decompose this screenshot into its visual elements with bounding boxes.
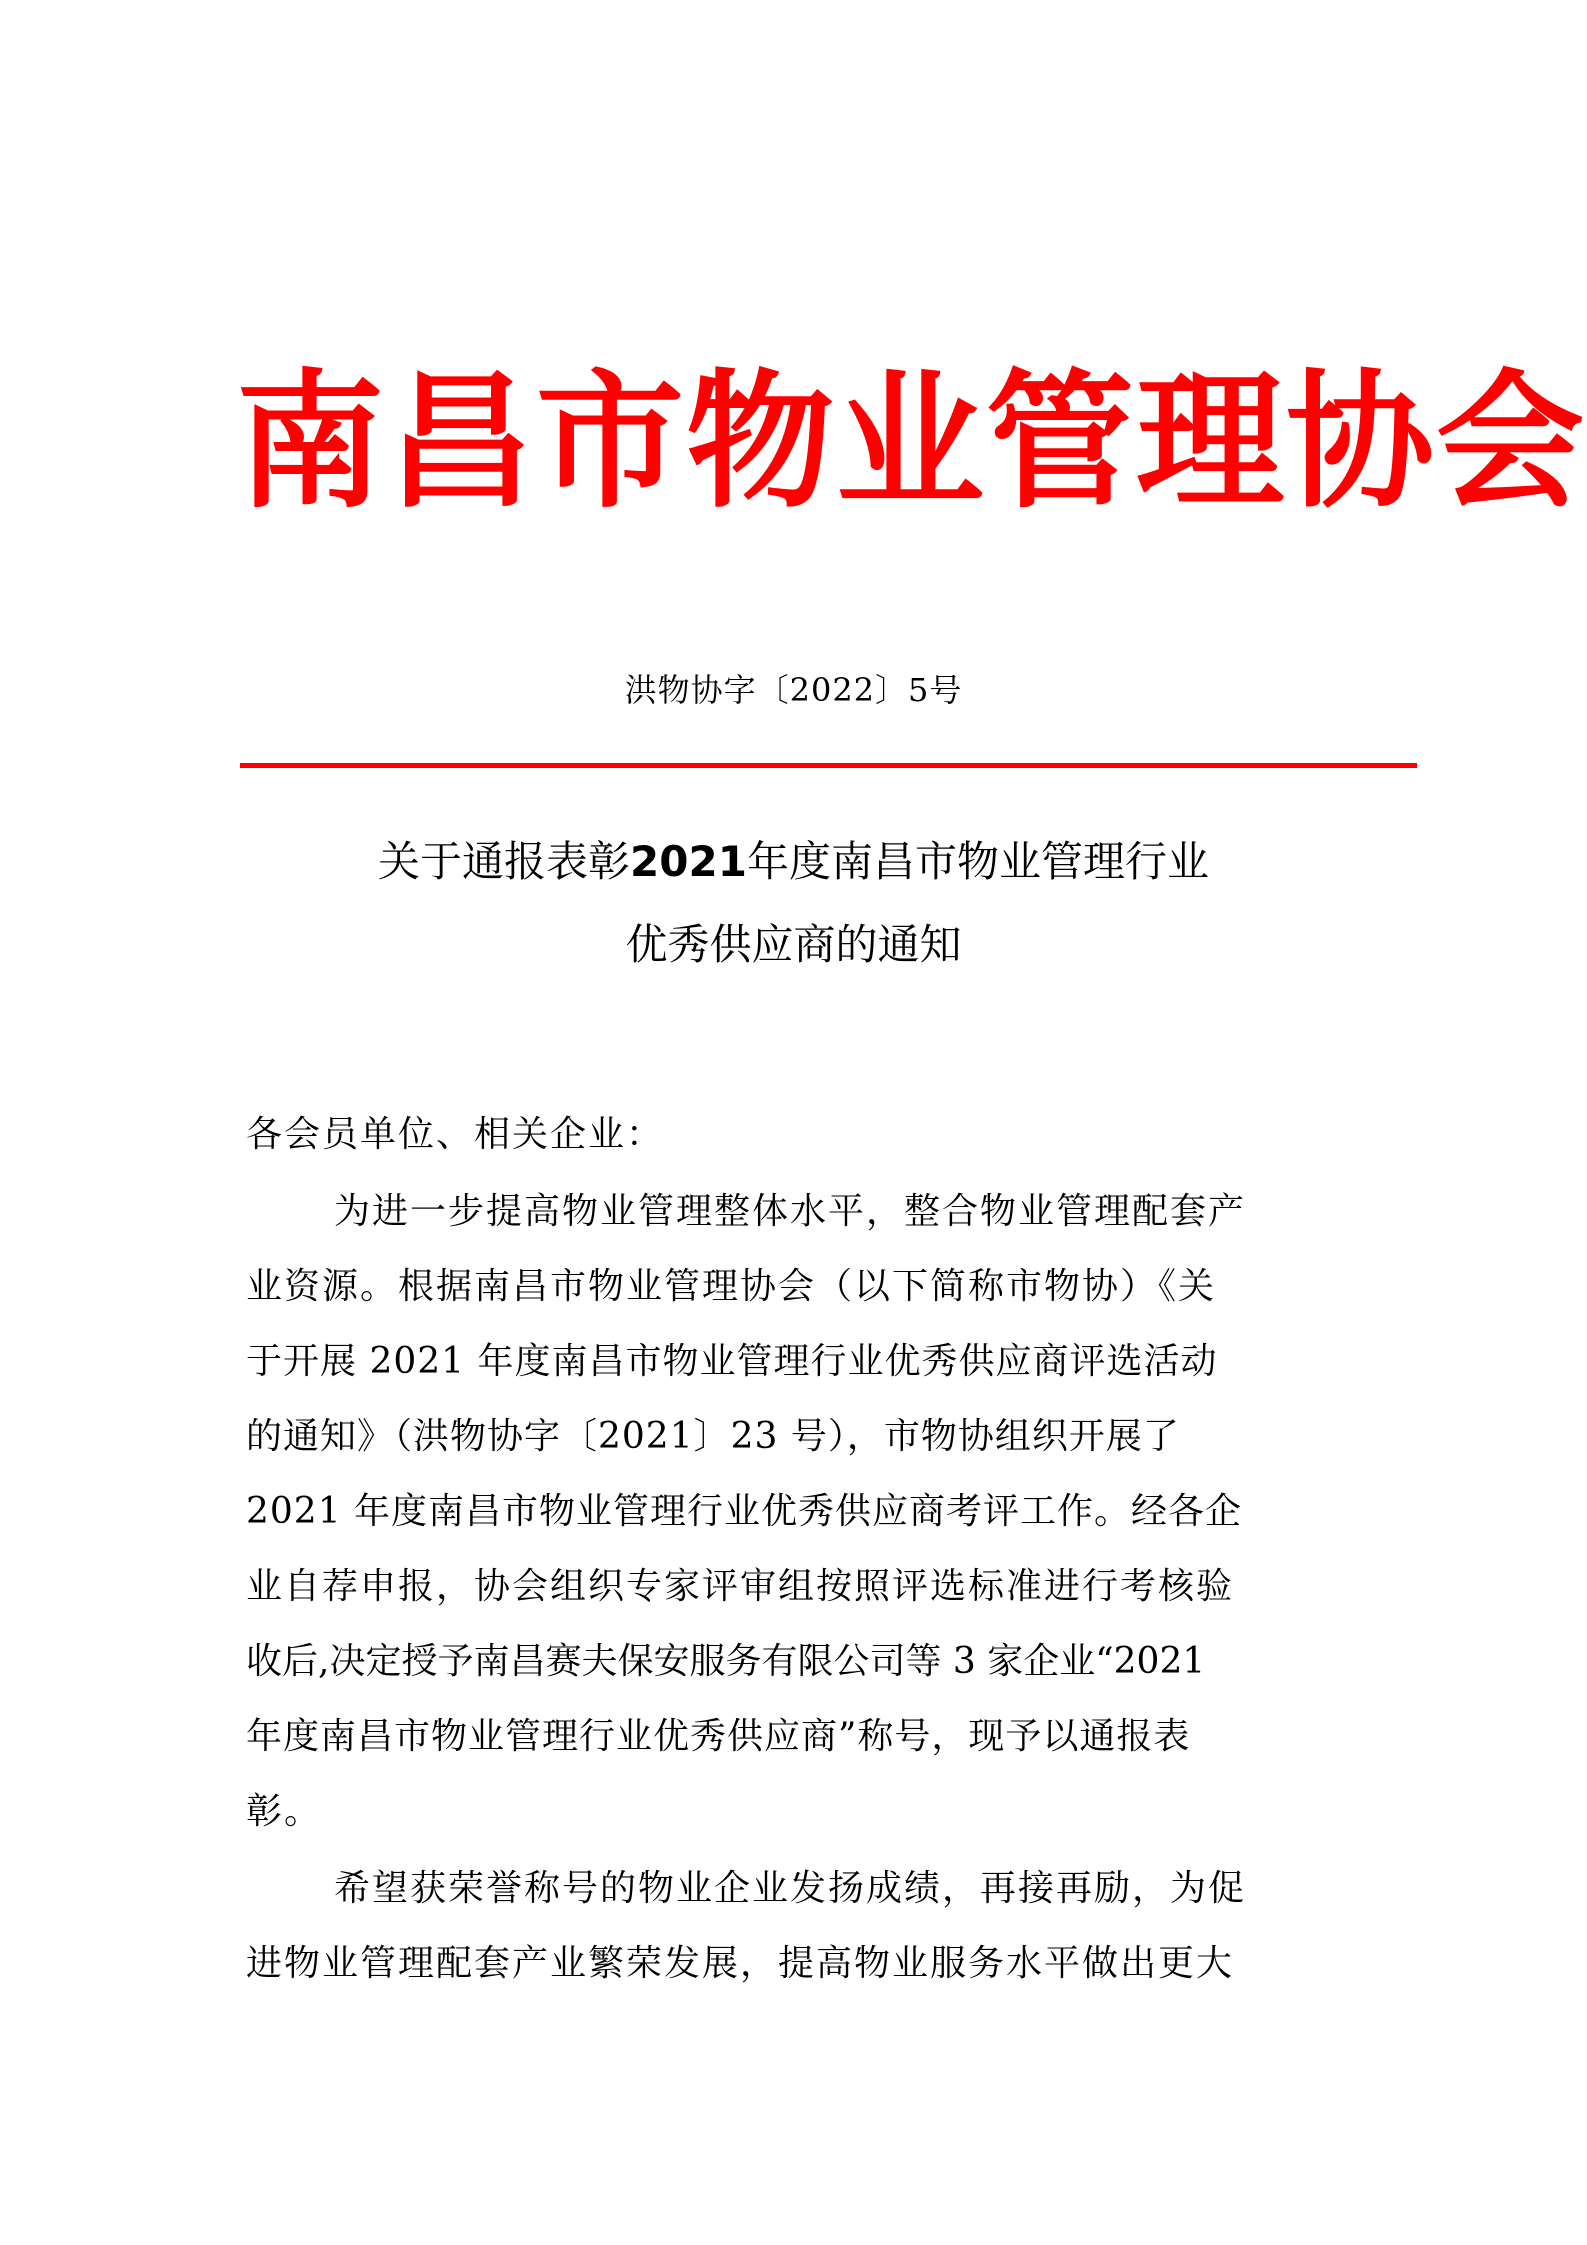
body-line-2: 业资源。根据南昌市物业管理协会（以下简称市物协）《关 (246, 1266, 1217, 1307)
body-line-4: 的通知》（洪物协字〔2021〕23 号），市物协组织开展了 (246, 1416, 1180, 1457)
organization-masthead: 南昌市物业管理协会 (236, 356, 1586, 528)
document-number: 洪物协字〔2022〕5号 (624, 671, 963, 709)
body-line-1: 为进一步提高物业管理整体水平，整合物业管理配套产 (334, 1191, 1247, 1232)
document-title-line-2: 优秀供应商的通知 (625, 920, 962, 969)
body-line-3: 于开展 2021 年度南昌市物业管理行业优秀供应商评选活动 (246, 1341, 1218, 1382)
body-line-11: 进物业管理配套产业繁荣发展，提高物业服务水平做出更大 (246, 1943, 1235, 1984)
title-year: 2021 (630, 837, 747, 886)
title-prefix: 关于通报表彰 (378, 837, 631, 886)
red-divider-rule (240, 763, 1417, 768)
body-line-7: 收后,决定授予南昌赛夫保安服务有限公司等 3 家企业“2021 (246, 1641, 1206, 1682)
body-line-9: 彰。 (246, 1791, 323, 1832)
body-line-5: 2021 年度南昌市物业管理行业优秀供应商考评工作。经各企 (246, 1491, 1243, 1532)
body-line-10: 希望获荣誉称号的物业企业发扬成绩，再接再励，为促 (334, 1868, 1247, 1909)
body-line-6: 业自荐申报，协会组织专家评审组按照评选标准进行考核验 (246, 1566, 1235, 1607)
salutation: 各会员单位、相关企业： (246, 1114, 665, 1155)
title-suffix: 年度南昌市物业管理行业 (746, 837, 1209, 886)
body-line-8: 年度南昌市物业管理行业优秀供应商”称号，现予以通报表 (246, 1716, 1191, 1757)
document-title-line-1 (0, 832, 1587, 892)
